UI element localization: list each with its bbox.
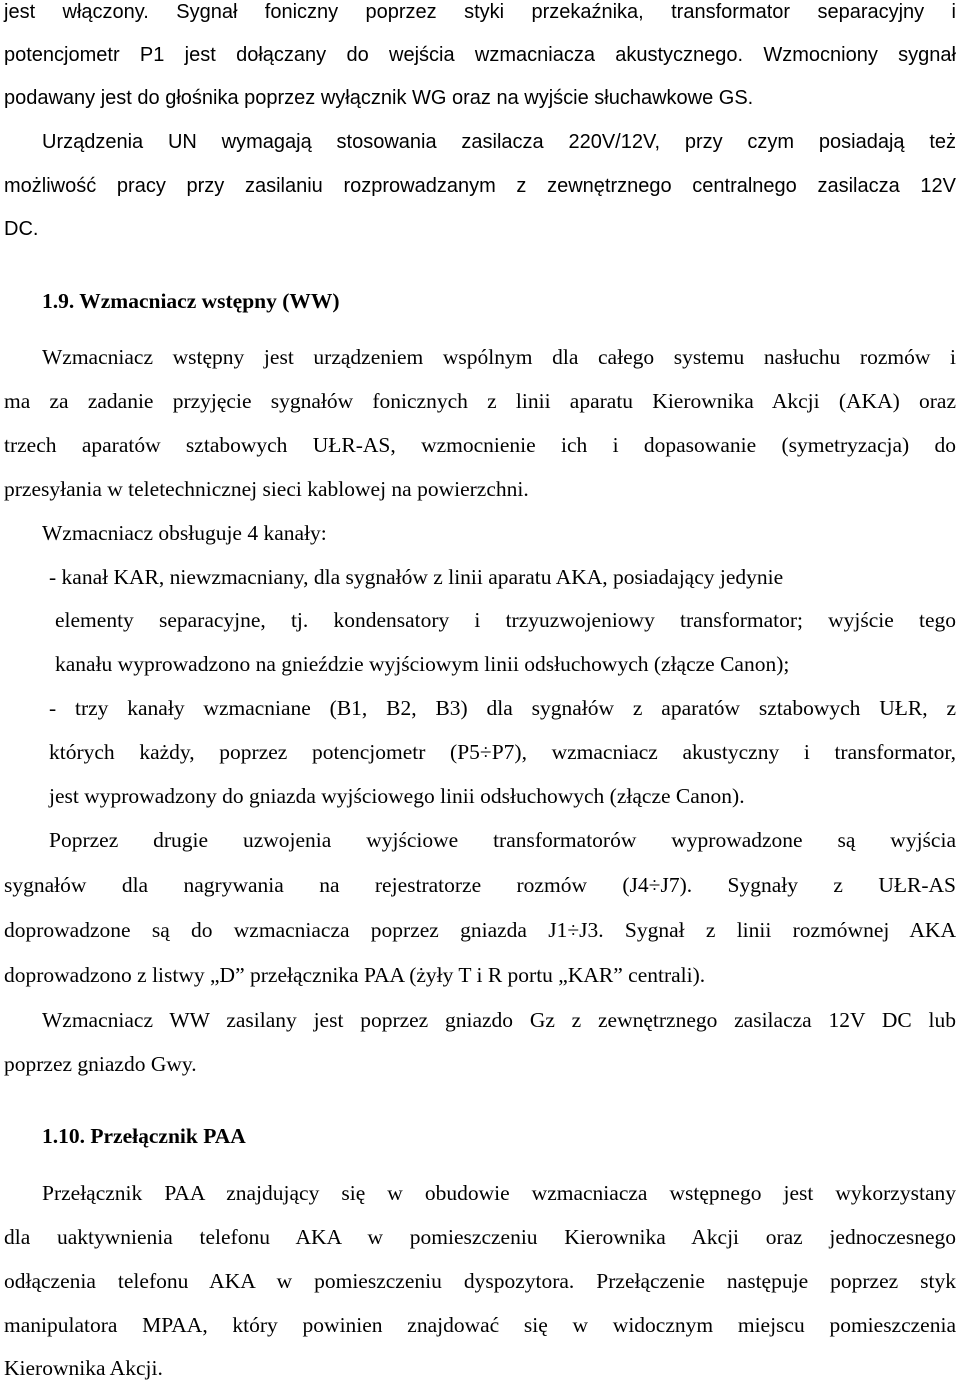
list-item: - kanał KAR, niewzmacniany, dla sygnałów z linii aparatu AKA, posiadający jedynie xyxy=(49,565,784,589)
text-line: możliwość pracy przy zasilaniu rozprowadzanym z zewnętrznego centralnego zasilacza 12V xyxy=(4,175,956,197)
text-line: sygnałów dla nagrywania na rejestratorze rozmów (J4÷J7). Sygnały z UŁR-AS xyxy=(4,873,956,897)
text-line: kanału wyprowadzono na gnieździe wyjściowym linii odsłuchowych (złącze Canon); xyxy=(55,652,790,676)
section-heading-1-10: 1.10. Przełącznik PAA xyxy=(42,1124,246,1148)
text-line: jest włączony. Sygnał foniczny poprzez styki przekaźnika, transformator separacyjny i xyxy=(4,1,956,23)
text-line: Wzmacniacz WW zasilany jest poprzez gniazdo Gz z zewnętrznego zasilacza 12V DC lub xyxy=(42,1008,956,1032)
text-line: potencjometr P1 jest dołączany do wejścia wzmacniacza akustycznego. Wzmocniony sygnał xyxy=(4,44,956,66)
text-line: doprowadzono z listwy „D” przełącznika PAA (żyły T i R portu „KAR” centrali). xyxy=(4,963,706,987)
text-line: manipulatora MPAA, który powinien znajdować się w widocznym miejscu pomieszczenia xyxy=(4,1313,956,1337)
channels-intro: Wzmacniacz obsługuje 4 kanały: xyxy=(42,521,327,545)
text-line: dla uaktywnienia telefonu AKA w pomieszczeniu Kierownika Akcji oraz jednoczesnego xyxy=(4,1225,956,1249)
text-line: podawany jest do głośnika poprzez wyłącznik WG oraz na wyjście słuchawkowe GS. xyxy=(4,87,754,109)
text-line: doprowadzone są do wzmacniacza poprzez gniazda J1÷J3. Sygnał z linii rozmównej AKA xyxy=(4,918,956,942)
text-line: trzech aparatów sztabowych UŁR-AS, wzmocnienie ich i dopasowanie (symetryzacja) do xyxy=(4,433,956,457)
section-heading-1-9: 1.9. Wzmacniacz wstępny (WW) xyxy=(42,289,340,313)
text-line: elementy separacyjne, tj. kondensatory i trzyuzwojeniowy transformator; wyjście tego xyxy=(55,608,956,632)
text-line: Wzmacniacz wstępny jest urządzeniem wspólnym dla całego systemu nasłuchu rozmów i xyxy=(42,345,956,369)
text-line: Urządzenia UN wymagają stosowania zasilacza 220V/12V, przy czym posiadają też xyxy=(42,131,956,153)
text-line: których każdy, poprzez potencjometr (P5÷P7), wzmacniacz akustyczny i transformator, xyxy=(49,740,956,764)
text-line: ma za zadanie przyjęcie sygnałów fonicznych z linii aparatu Kierownika Akcji (AKA) oraz xyxy=(4,389,956,413)
text-line: przesyłania w teletechnicznej sieci kablowej na powierzchni. xyxy=(4,477,529,501)
text-line: odłączenia telefonu AKA w pomieszczeniu dyspozytora. Przełączenie następuje poprzez styk xyxy=(4,1269,956,1293)
text-line: Przełącznik PAA znajdujący się w obudowie wzmacniacza wstępnego jest wykorzystany xyxy=(42,1181,956,1205)
text-line: Kierownika Akcji. xyxy=(4,1356,163,1380)
list-item: - trzy kanały wzmacniane (B1, B2, B3) dla sygnałów z aparatów sztabowych UŁR, z xyxy=(49,696,956,720)
text-line: jest wyprowadzony do gniazda wyjściowego linii odsłuchowych (złącze Canon). xyxy=(49,784,745,808)
text-line: DC. xyxy=(4,218,39,240)
text-line: Poprzez drugie uzwojenia wyjściowe transformatorów wyprowadzone są wyjścia xyxy=(49,828,956,852)
text-line: poprzez gniazdo Gwy. xyxy=(4,1052,197,1076)
